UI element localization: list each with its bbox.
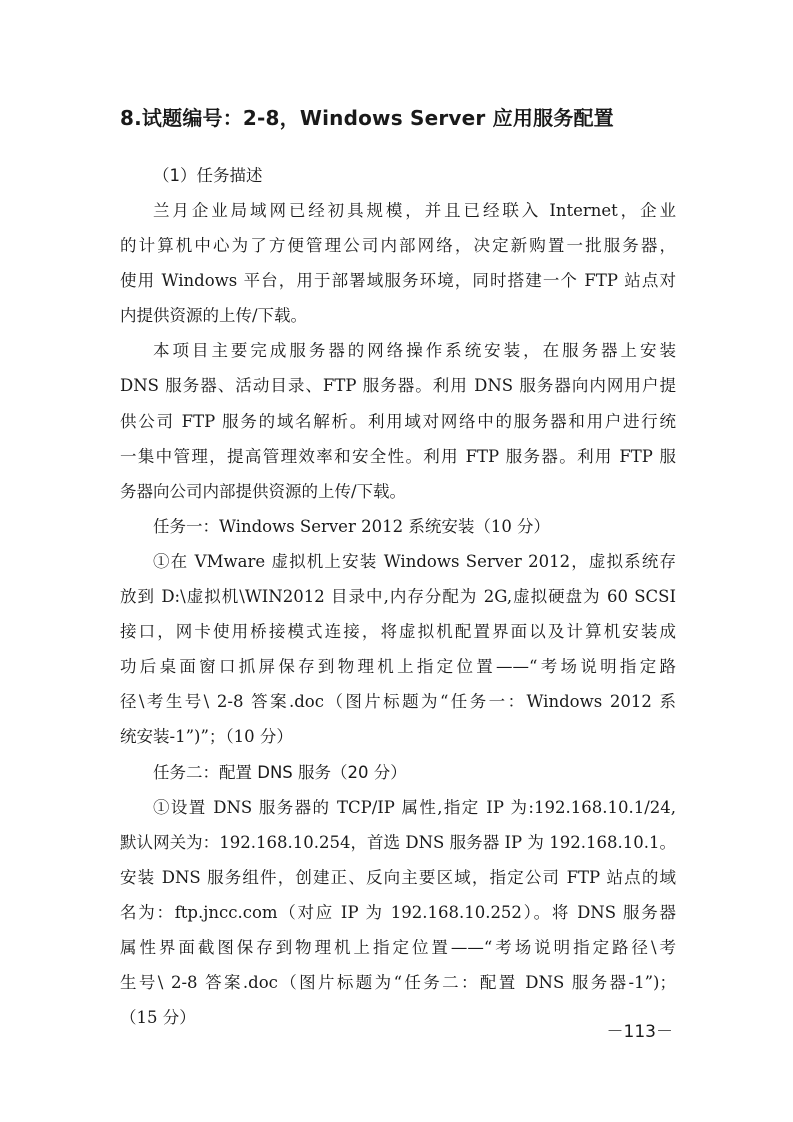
page-title: 8.试题编号：2-8，Windows Server 应用服务配置 — [120, 106, 614, 130]
text-line: 名为：ftp.jncc.com（对应 IP 为 192.168.10.252）。将 DNS 服务器 — [120, 902, 676, 922]
text-line: 兰月企业局域网已经初具规模，并且已经联入 Internet，企业 — [153, 201, 676, 220]
text-line: DNS 服务器、活动目录、FTP 服务器。利用 DNS 服务器向内网用户提 — [120, 376, 676, 396]
text-line: 本项目主要完成服务器的网络操作系统安装，在服务器上安装 — [153, 341, 676, 361]
text-line: 功后桌面窗口抓屏保存到物理机上指定位置——“考场说明指定路 — [120, 657, 676, 677]
text-line: ①在 VMware 虚拟机上安装 Windows Server 2012，虚拟系统存 — [153, 551, 676, 571]
text-line: ①设置 DNS 服务器的 TCP/IP 属性,指定 IP 为:192.168.10.1/24, — [153, 797, 676, 817]
text-line: 使用 Windows 平台，用于部署域服务环境，同时搭建一个 FTP 站点对 — [120, 271, 676, 291]
body-text — [120, 193, 676, 1035]
text-line: 径\考生号\ 2-8 答案.doc（图片标题为“任务一：Windows 2012 系 — [120, 692, 676, 712]
text-line: 务器向公司内部提供资源的上传/下载。 — [120, 481, 407, 501]
text-line: 生号\ 2-8 答案.doc（图片标题为“任务二：配置 DNS 服务器-1”)； — [120, 973, 676, 993]
text-line: 属性界面截图保存到物理机上指定位置——“考场说明指定路径\考 — [120, 937, 676, 957]
text-line: 内提供资源的上传/下载。 — [120, 306, 308, 326]
text-line: 任务一：Windows Server 2012 系统安装（10 分） — [153, 516, 551, 536]
text-line: 的计算机中心为了方便管理公司内部网络，决定新购置一批服务器， — [120, 236, 676, 256]
text-line: 一集中管理，提高管理效率和安全性。利用 FTP 服务器。利用 FTP 服 — [120, 446, 676, 466]
text-line: 接口，网卡使用桥接模式连接，将虚拟机配置界面以及计算机安装成 — [120, 622, 676, 642]
text-line: 统安装-1”)”；（10 分） — [120, 727, 293, 747]
text-line: 安装 DNS 服务组件，创建正、反向主要区域，指定公司 FTP 站点的域 — [120, 867, 676, 887]
section-heading: （1）任务描述 — [153, 166, 263, 185]
text-line: 放到 D:\虚拟机\WIN2012 目录中,内存分配为 2G,虚拟硬盘为 60 SCSI — [120, 587, 676, 607]
page-number: －113－ — [606, 1022, 673, 1042]
text-line: （15 分） — [120, 1008, 196, 1028]
text-line: 任务二：配置 DNS 服务（20 分） — [153, 762, 407, 782]
text-line: 供公司 FTP 服务的域名解析。利用域对网络中的服务器和用户进行统 — [120, 411, 676, 431]
text-line: 默认网关为：192.168.10.254，首选 DNS 服务器 IP 为 192.168.10.1。 — [120, 832, 676, 852]
